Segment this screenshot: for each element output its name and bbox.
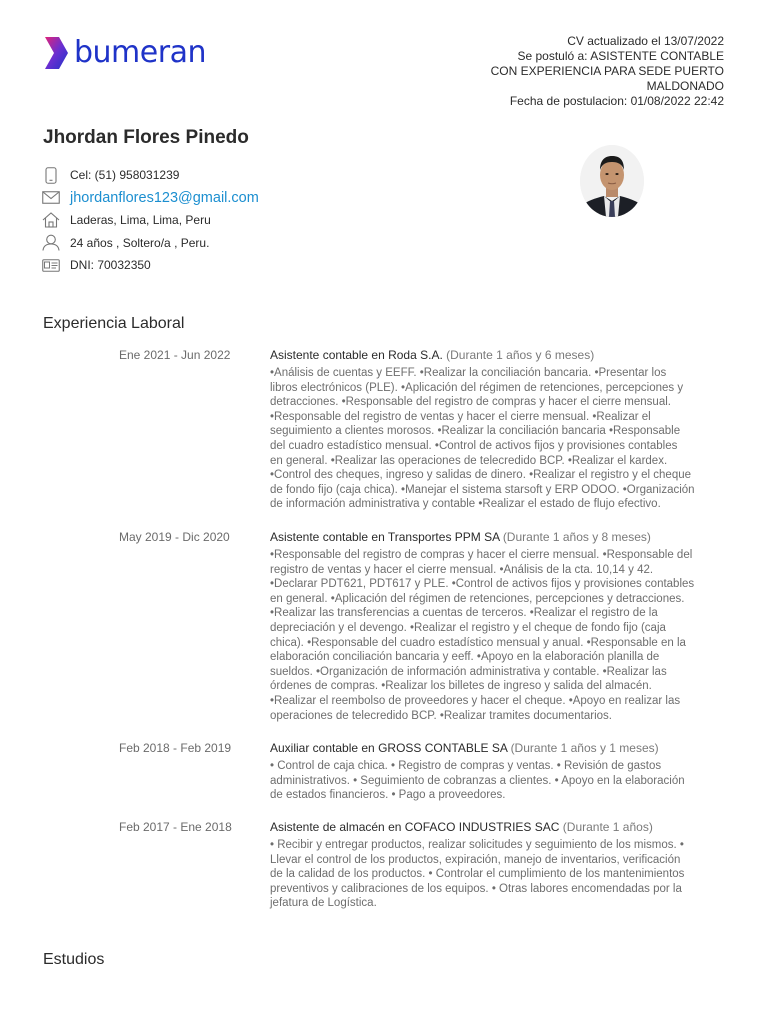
desc-line: operaciones de telecredido BCP. •Realizar tramites documentarios. xyxy=(270,709,612,722)
desc-line: de estados financieros. • Pago a proveedores. xyxy=(270,789,506,802)
address: Laderas, Lima, Lima, Peru xyxy=(70,213,211,227)
experience-heading: Experiencia Laboral xyxy=(43,315,185,332)
job-duration: (Durante 1 años y 8 meses) xyxy=(502,530,651,544)
desc-line: preventivos y calibraciones de los equipos. • Otras labores encomendadas por la xyxy=(270,882,682,895)
job-description xyxy=(270,838,726,911)
job-dates: Ene 2021 - Jun 2022 xyxy=(119,348,231,362)
contact-address xyxy=(42,209,259,231)
job-title xyxy=(270,530,726,545)
job-description xyxy=(270,366,726,512)
candidate-photo xyxy=(580,145,644,217)
desc-line: detracciones. •Responsable del registro de compras y hacer el cierre mensual. xyxy=(270,396,671,409)
application-date: Fecha de postulacion: 01/08/2022 22:42 xyxy=(509,94,724,108)
job-role: Auxiliar contable en GROSS CONTABLE SA xyxy=(270,741,508,755)
desc-line: • Recibir y entregar productos, realizar solicitudes y seguimiento de los mismos. • xyxy=(270,839,684,851)
dni-number: DNI: 70032350 xyxy=(70,258,151,272)
job-dates: Feb 2018 - Feb 2019 xyxy=(119,741,232,755)
cv-updated: CV actualizado el 13/07/2022 xyxy=(567,34,724,48)
desc-line: de fondo fijo (caja chica). •Manejar el sistema starsoft y ERP ODOO. •Organización xyxy=(270,483,695,496)
desc-line: •Responsable del registro de ventas y hacer el cierre mensual. •Realizar el xyxy=(270,410,651,423)
desc-line: •Realizar las transferencias a cuentas de terceros. •Realizar el registro de la xyxy=(270,607,658,620)
desc-line: elaboración conciliación bancaria y eeff. •Apoyo en la elaboración planilla de xyxy=(270,651,660,664)
job-duration: (Durante 1 años y 6 meses) xyxy=(446,348,595,362)
job-description xyxy=(270,548,726,723)
job-title xyxy=(270,741,726,756)
desc-line: de la calidad de los productos. • Controlar el cumplimiento de los mantenimientos xyxy=(270,868,685,881)
desc-line: depreciación y el devengo. •Realizar el registro y el cheque de fondo fijo (caja xyxy=(270,621,666,634)
desc-line: •Declarar PDT621, PDT617 y PLE. •Control de activos fijos y provisiones contables xyxy=(270,578,695,591)
desc-line: •Control des cheques, ingreso y salidas de dinero. •Realizar el registro y el cheque xyxy=(270,469,692,482)
desc-line: •Análisis de cuentas y EEFF. •Realizar la conciliación bancaria. •Presentar los xyxy=(270,367,667,379)
brand-name: bumeran xyxy=(74,35,206,70)
bumeran-logo xyxy=(42,34,206,72)
job-dates: May 2019 - Dic 2020 xyxy=(119,530,230,544)
applied-position-3: MALDONADO xyxy=(646,79,724,93)
desc-line: •Realizar el reembolso de proveedores y hacer el cheque. •Apoyo en realizar las xyxy=(270,694,681,707)
bumeran-mark-icon xyxy=(42,34,70,72)
phone-number: Cel: (51) 958031239 xyxy=(70,168,180,182)
applied-position-2: CON EXPERIENCIA PARA SEDE PUERTO xyxy=(490,64,724,78)
job-duration: (Durante 1 años) xyxy=(562,820,653,834)
job-title xyxy=(270,348,726,363)
applied-position-1: Se postuló a: ASISTENTE CONTABLE xyxy=(517,49,724,63)
personal-info: 24 años , Soltero/a , Peru. xyxy=(70,235,210,250)
desc-line: en general. •Aplicación del régimen de retenciones, percepciones y detracciones. xyxy=(270,592,685,605)
desc-line: Llevar el control de los productos, expiración, manejo de inventarios, verificación xyxy=(270,853,681,866)
desc-line: del cuadro estadístico mensual. •Control de activos fijos y provisiones contables xyxy=(270,439,678,452)
user-icon xyxy=(42,234,60,252)
desc-line: administrativos. • Seguimiento de cobranzas a clientes. • Apoyo en la elaboración xyxy=(270,774,685,787)
desc-line: •Responsable del registro de compras y hacer el cierre mensual. •Responsable del xyxy=(270,549,693,561)
home-icon xyxy=(42,211,60,229)
desc-line: libros electrónicos (PLE). •Aplicación del régimen de retenciones, percepciones y xyxy=(270,381,684,394)
job-role: Asistente contable en Roda S.A. xyxy=(270,348,443,362)
job-duration: (Durante 1 años y 1 meses) xyxy=(510,741,659,755)
desc-line: seguimiento a clientes morosos. •Realizar la conciliación bancaria •Responsable xyxy=(270,425,681,438)
contact-email xyxy=(42,187,259,209)
desc-line: sueldos. •Organización de información administrativa y contable. •Realizar las xyxy=(270,665,667,678)
desc-line: de información administrativa y contable •Realizar el estado de flujo efectivo. xyxy=(270,498,661,511)
desc-line: órdenes de compras. •Realizar los billetes de ingreso y salida del almacén. xyxy=(270,680,652,693)
job-description xyxy=(270,759,726,803)
desc-line: chica). •Responsable del cuadro estadístico mensual y anual. •Responsable en la xyxy=(270,636,686,649)
contact-dni xyxy=(42,254,259,276)
email-link[interactable]: jhordanflores123@gmail.com xyxy=(70,189,259,206)
job-role: Asistente de almacén en COFACO INDUSTRIES SAC xyxy=(270,820,560,834)
desc-line: • Control de caja chica. • Registro de compras y ventas. • Revisión de gastos xyxy=(270,760,662,772)
cv-meta xyxy=(464,34,724,109)
contact-personal xyxy=(42,232,259,254)
contact-phone xyxy=(42,164,259,186)
job-role: Asistente contable en Transportes PPM SA xyxy=(270,530,500,544)
desc-line: registro de ventas y hacer el cierre mensual. •Análisis de la cta. 10,14 y 42. xyxy=(270,563,654,576)
phone-icon xyxy=(42,166,60,184)
candidate-name: Jhordan Flores Pinedo xyxy=(43,127,249,148)
studies-heading: Estudios xyxy=(43,951,105,968)
id-card-icon xyxy=(42,256,60,274)
job-title xyxy=(270,820,726,835)
job-dates: Feb 2017 - Ene 2018 xyxy=(119,820,232,834)
mail-icon xyxy=(42,189,60,207)
desc-line: en general. •Realizar las operaciones de telecredido BCP. •Realizar el kardex. xyxy=(270,454,668,467)
desc-line: jefatura de Logística. xyxy=(270,897,377,910)
contact-list xyxy=(42,164,259,277)
